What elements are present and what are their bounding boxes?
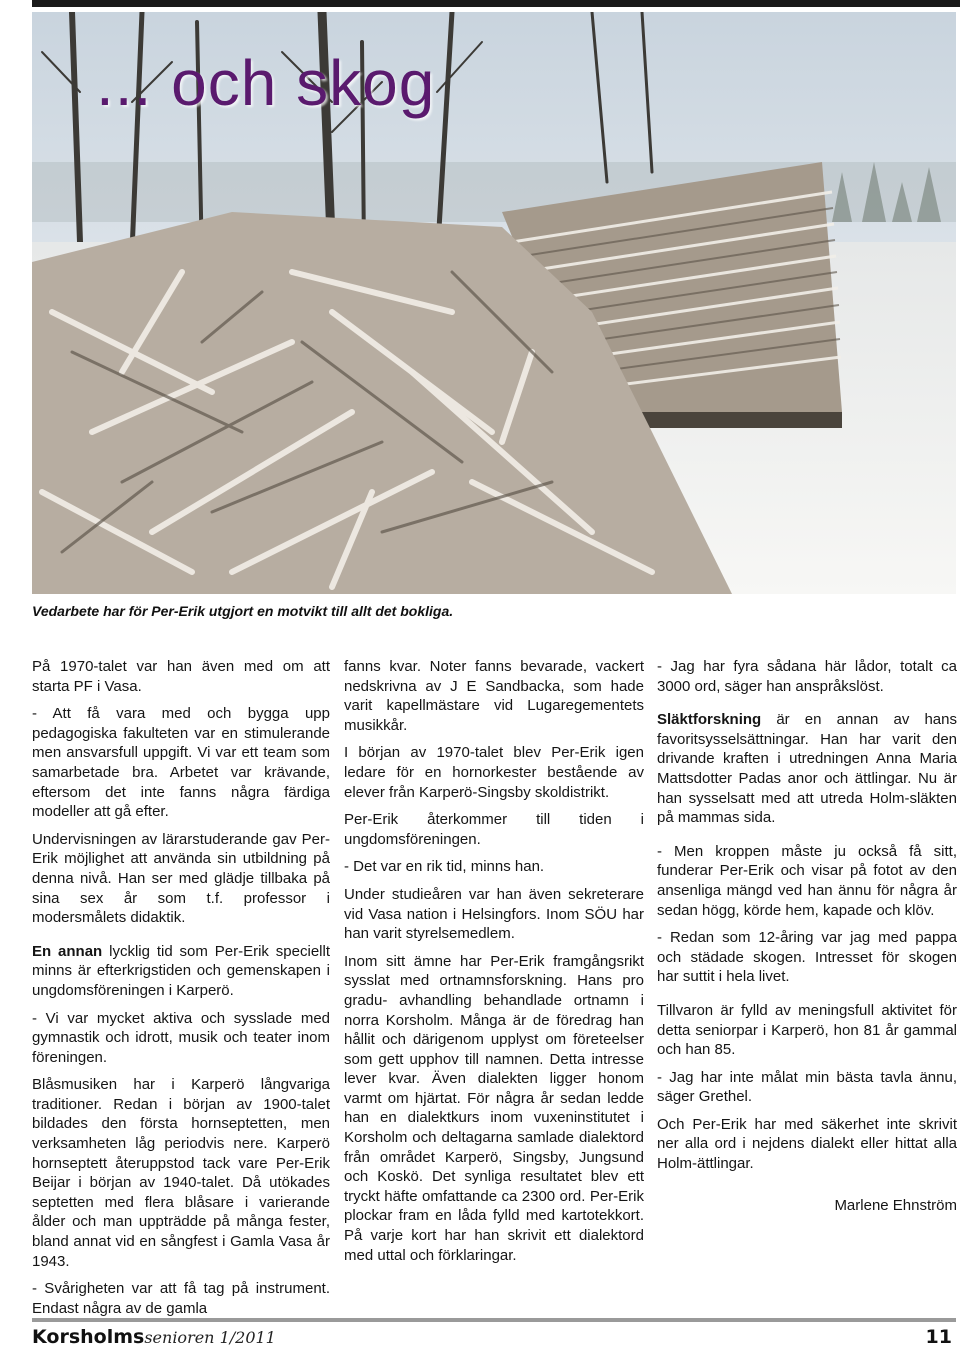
top-rule <box>32 0 960 7</box>
paragraph <box>32 942 330 1001</box>
paragraph <box>657 710 957 828</box>
paragraph: Per-Erik återkommer till tiden i ungdomsföreningen. <box>344 811 644 848</box>
text-column-3 <box>657 657 957 1223</box>
paragraph-text: lycklig tid som Per-Erik speciellt minns är efterkrigstiden och gemenskapen i ungdomsföreningen i Karperö. <box>32 942 330 999</box>
paragraph: - Men kroppen måste ju också få sitt, funderar Per-Erik och visar på fotot av den ansenliga mängd ved han ännu för några år sedan högg, körde hem, kapade och klöv. <box>657 842 957 919</box>
paragraph: Blåsmusiken har i Karperö långvariga traditioner. Redan i början av 1900-talet bildades den första hornseptetten, men verksamheten låg periodvis nere. Karperö hornseptett återuppstod tack vare Per-Erik Beijar i början av 1940-talet. Då utökades septetten med flera blåsare i varierande ålder och man uppträdde på många fester, bland annat vid en sångfest i Gamla Vasa år 1943. <box>32 1076 330 1270</box>
paragraph: I början av 1970-talet blev Per-Erik igen ledare för en hornorkester bestående av elever från Karperö-Singsby skoldistrikt. <box>344 744 644 801</box>
paragraph: Undervisningen av lärarstuderande gav Per-Erik möjlighet att använda sin utbildning på denna nivå. Han ser med glädje tillbaka på sina sex år som t.f. professor i modersmålets didaktik. <box>32 830 330 927</box>
paragraph: På 1970-talet var han även med om att starta PF i Vasa. <box>32 658 330 695</box>
paragraph: - Jag har fyra sådana här lådor, totalt ca 3000 ord, säger han anspråkslöst. <box>657 658 957 695</box>
article-title: ... och skog <box>96 47 436 119</box>
paragraph: - Svårigheten var att få tag på instrument. Endast några av de gamla <box>32 1280 330 1317</box>
publication-issue: senioren 1/2011 <box>144 1328 276 1347</box>
paragraph: Tillvaron är fylld av meningsfull aktivitet för detta seniorpar i Karperö, hon 81 år gammal och han 85. <box>657 1001 957 1059</box>
author-signature: Marlene Ehnström <box>834 1196 957 1214</box>
paragraph: Under studieåren var han även sekreterare vid Vasa nation i Helsingfors. Inom SÖU har han varit styrelsemedlem. <box>344 885 644 943</box>
paragraph: - Det var en rik tid, minns han. <box>344 858 545 876</box>
photo-caption: Vedarbete har för Per-Erik utgjort en motvikt till allt det bokliga. <box>32 603 454 619</box>
footer-publication <box>32 1326 276 1349</box>
paragraph: fanns kvar. Noter fanns bevarade, vackert nedskrivna av J E Sandbacka, som hade varit kapellmästare vid Lugaregementets musikkår. <box>344 658 644 734</box>
woodpile-photo <box>32 12 956 594</box>
text-column-2 <box>344 657 644 1273</box>
paragraph: - Vi var mycket aktiva och sysslade med gymnastik och idrott, musik och teater inom föreningen. <box>32 1009 330 1066</box>
paragraph: - Att få vara med och bygga upp pedagogiska fakulteten var en stimulerande men ansvarsfull uppgift. Vi var ett team som samarbetade bra. Arbetet var krävande, eftersom det inte fanns några färdiga modeller att gå efter. <box>32 705 330 821</box>
paragraph: - Redan som 12-åring var jag med pappa och städade skogen. Intresset för skogen har suttit i hela livet. <box>657 929 957 986</box>
footer-rule <box>32 1318 956 1322</box>
text-column-1 <box>32 657 330 1326</box>
publication-brand: Korsholms <box>32 1326 145 1348</box>
lead-in-bold: En annan <box>32 942 103 960</box>
lead-in-bold: Släktforskning <box>657 711 762 729</box>
paragraph: - Jag har inte målat min bästa tavla ännu, säger Grethel. <box>657 1068 957 1106</box>
paragraph-text: är en annan av hans favoritsysselsättningar. Han har varit den drivande kraften i utredningen Anna Maria Mattsdotter Padas anor och ättlingar. Nu är han sysselsatt med att utreda Holm-släkten på mammas sida. <box>657 711 957 827</box>
paragraph: Inom sitt ämne har Per-Erik framgångsrikt sysslat med ortnamnsforskning. Hans pro gradu- avhandling behandlade ortnamn i norra Korsholm. Många är de föredrag han hållit och därigenom upplyst om företeelser som gett upphov till namnen. Detta intresse lever kvar. Även dialekten ligger honom varmt om hjärtat. För några år sedan ledde han en dialektkurs inom vuxeninstitutet i Korsholm och deltagarna samlade dialektord från området Karperö, Singsby, Jungsund och Koskö. Det synliga resultatet blev ett tryckt häfte omfattande ca 2300 ord. Per-Erik plockar fram en låda fylld med kartotekkort. På varje kort har han skrivit ett dialektord med uttal och förklaringar. <box>344 952 644 1264</box>
paragraph: Och Per-Erik har med säkerhet inte skrivit ner alla ord i nejdens dialekt eller hittat alla Holm-ättlingar. <box>657 1115 957 1173</box>
page-number: 11 <box>925 1326 952 1348</box>
